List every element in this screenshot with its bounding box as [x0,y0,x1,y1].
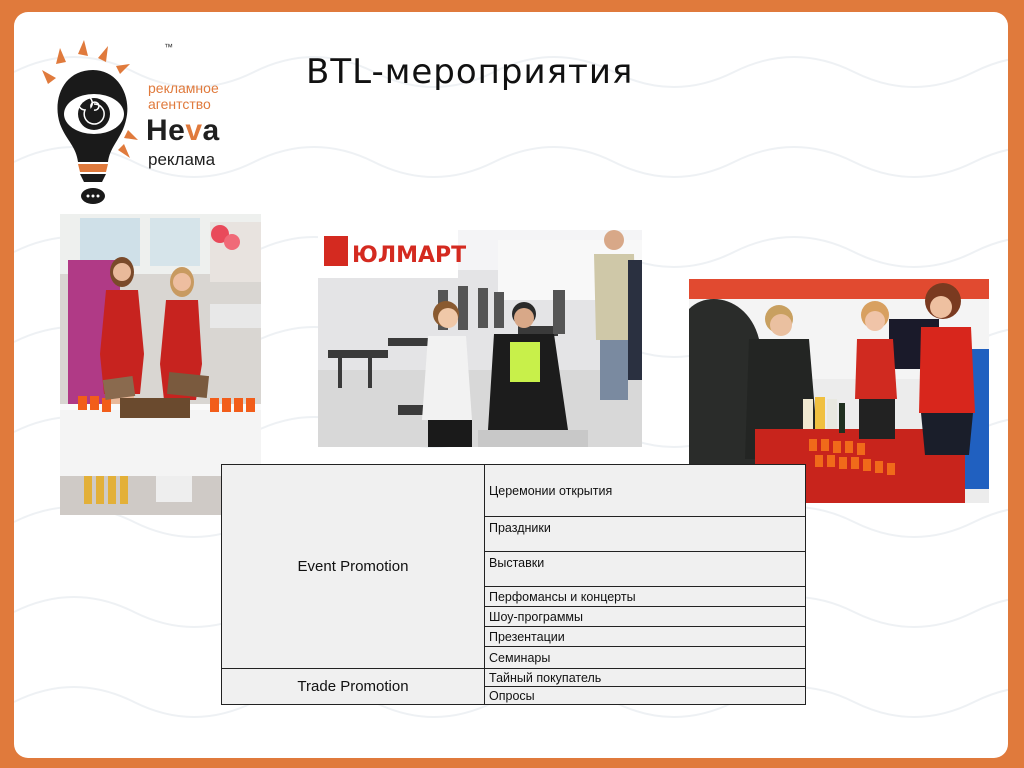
service-item: Шоу-программы [485,607,806,627]
service-item: Праздники [485,517,806,552]
agency-logo [38,40,238,210]
trademark-symbol: ™ [164,42,173,52]
service-item: Семинары [485,647,806,669]
page-title: BTL-мероприятия [306,52,634,92]
logo-brand-name: Heva [146,114,220,147]
logo-text-line3: реклама [148,150,216,169]
store-sign-text: ЮЛМАРТ [352,243,467,268]
service-item: Выставки [485,552,806,587]
service-item: Презентации [485,627,806,647]
services-table [221,464,806,705]
logo-text-line1: рекламное [148,80,219,96]
logo-text-line2: агентство [148,96,211,112]
lightbulb-eye-icon [38,40,148,210]
group-trade-promotion: Trade Promotion [222,669,485,705]
photo-yulmart-store [318,230,642,447]
group-event-promotion: Event Promotion [222,465,485,669]
service-item: Опросы [485,687,806,705]
slide [14,12,1008,758]
service-item: Тайный покупатель [485,669,806,687]
service-item: Церемонии открытия [485,465,806,517]
service-item: Перфомансы и концерты [485,587,806,607]
